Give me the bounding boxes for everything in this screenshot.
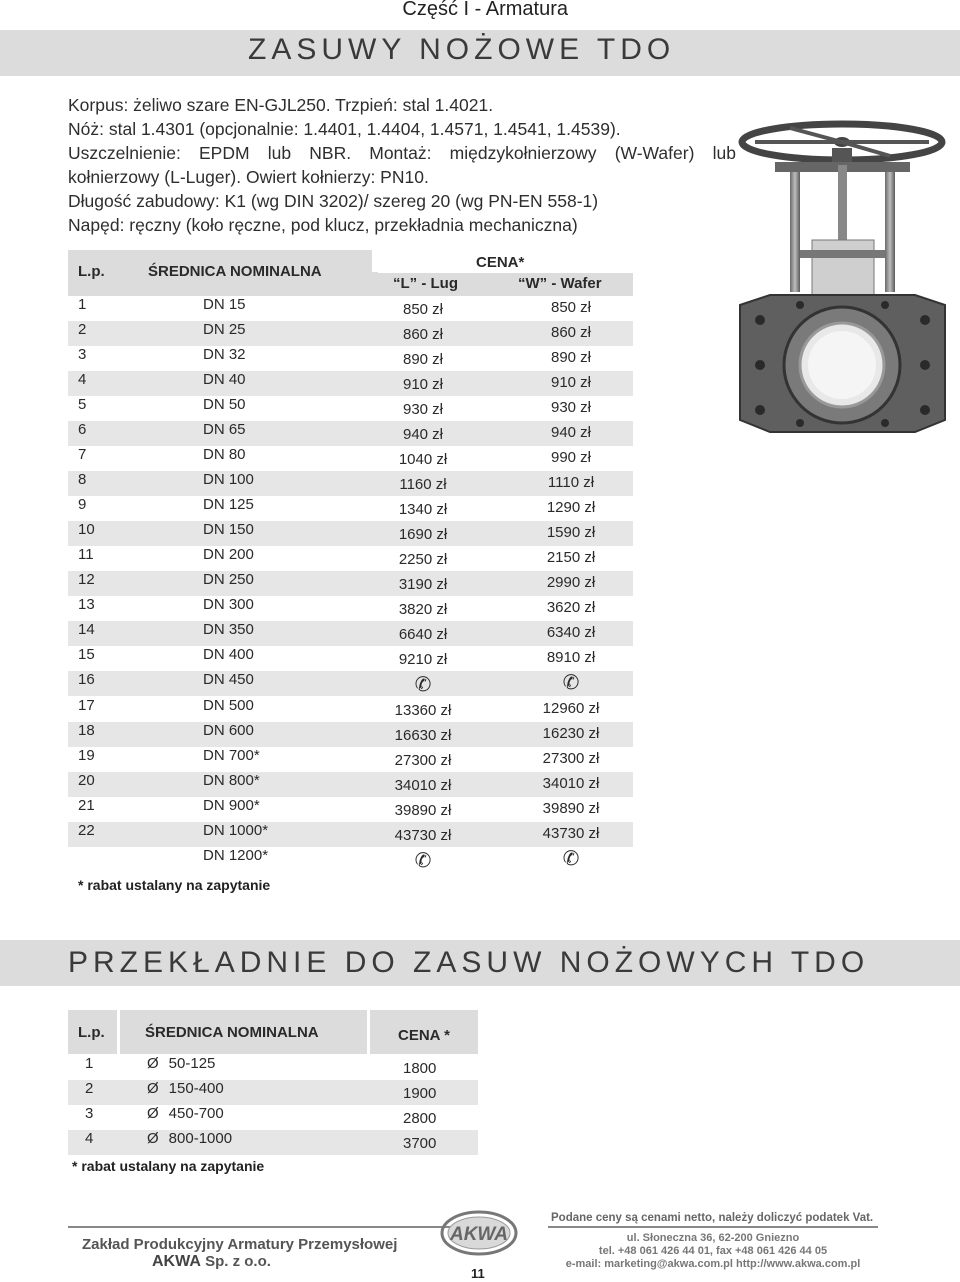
t2-col-lp-header: L.p. bbox=[78, 1024, 105, 1041]
word: międzykołnierzowy bbox=[449, 143, 597, 163]
price-wafer: 39890 zł bbox=[542, 800, 600, 817]
price-wafer: 3620 zł bbox=[546, 599, 596, 616]
description-line: Napęd: ręczny (koło ręczne, pod klucz, przekładnia mechaniczna) bbox=[68, 215, 578, 235]
nominal-diameter: DN 600 bbox=[203, 722, 254, 739]
price-wafer: 1110 zł bbox=[547, 474, 595, 491]
price-lug: 930 zł bbox=[402, 401, 444, 418]
table-row bbox=[68, 296, 633, 321]
word: NBR. bbox=[309, 143, 352, 163]
diameter-range bbox=[147, 1105, 224, 1122]
table-row bbox=[68, 496, 633, 521]
price-wafer: 1290 zł bbox=[546, 499, 596, 516]
table-row bbox=[68, 646, 633, 671]
table2-footnote: * rabat ustalany na zapytanie bbox=[72, 1158, 265, 1174]
row-number: 8 bbox=[78, 471, 87, 488]
table-row bbox=[68, 471, 633, 496]
diameter-range bbox=[147, 1130, 232, 1147]
table-row bbox=[68, 521, 633, 546]
logo-text: AKWA bbox=[449, 1224, 509, 1245]
table-row bbox=[68, 747, 633, 772]
price-lug: 13360 zł bbox=[394, 702, 452, 719]
description-line: kołnierzowy (L-Luger). Owiert kołnierzy: PN10. bbox=[68, 167, 429, 187]
description-line: Nóż: stal 1.4301 (opcjonalnie: 1.4401, 1.4404, 1.4571, 1.4541, 1.4539). bbox=[68, 119, 621, 139]
gearbox-price: 2800 bbox=[403, 1110, 437, 1127]
price-wafer: 6340 zł bbox=[546, 624, 596, 641]
price-wafer: 43730 zł bbox=[542, 825, 600, 842]
table1-footnote: * rabat ustalany na zapytanie bbox=[78, 877, 271, 893]
row-number: 1 bbox=[85, 1055, 94, 1072]
price-lug: 6640 zł bbox=[398, 626, 448, 643]
price-lug: 1160 zł bbox=[399, 476, 447, 493]
table-row bbox=[68, 421, 633, 446]
phone-icon: ✆ bbox=[562, 848, 580, 870]
col-wafer-header: “W” - Wafer bbox=[518, 275, 602, 292]
nominal-diameter: DN 25 bbox=[203, 321, 246, 338]
nominal-diameter: DN 125 bbox=[203, 496, 254, 513]
row-number: 1 bbox=[78, 296, 87, 313]
phone-icon: ✆ bbox=[562, 672, 580, 694]
table2-header-divider bbox=[367, 1010, 370, 1054]
vat-note: Podane ceny są cenami netto, należy doliczyć podatek Vat. bbox=[551, 1212, 874, 1224]
row-number: 4 bbox=[78, 371, 87, 388]
nominal-diameter: DN 40 bbox=[203, 371, 246, 388]
row-number: 22 bbox=[78, 822, 95, 839]
range-value: 150-400 bbox=[168, 1080, 224, 1097]
row-number: 16 bbox=[78, 671, 95, 688]
col-lug-header: “L” - Lug bbox=[393, 275, 458, 292]
company-name: Zakład Produkcyjny Armatury Przemysłowej bbox=[82, 1236, 398, 1253]
nominal-diameter: DN 450 bbox=[203, 671, 254, 688]
diameter-symbol: Ø bbox=[147, 1130, 159, 1147]
nominal-diameter: DN 350 bbox=[203, 621, 254, 638]
row-number: 3 bbox=[78, 346, 87, 363]
row-number: 20 bbox=[78, 772, 95, 789]
table-row bbox=[68, 697, 633, 722]
company-brand-line bbox=[152, 1253, 271, 1271]
nominal-diameter: DN 1000* bbox=[203, 822, 269, 839]
price-lug bbox=[368, 676, 478, 695]
row-number: 3 bbox=[85, 1105, 94, 1122]
table-row bbox=[68, 371, 633, 396]
footer-divider bbox=[548, 1226, 878, 1228]
address: ul. Słoneczna 36, 62-200 Gniezno bbox=[626, 1232, 800, 1244]
diameter-range bbox=[147, 1080, 224, 1097]
row-number: 2 bbox=[78, 321, 87, 338]
price-wafer: 34010 zł bbox=[542, 775, 600, 792]
table-row bbox=[68, 621, 633, 646]
product-description bbox=[68, 93, 748, 237]
range-value: 50-125 bbox=[168, 1055, 216, 1072]
table-row bbox=[68, 671, 633, 696]
price-lug: 860 zł bbox=[402, 326, 444, 343]
price-cell bbox=[368, 1110, 478, 1127]
nominal-diameter: DN 500 bbox=[203, 697, 254, 714]
row-number: 13 bbox=[78, 596, 95, 613]
price-wafer: 850 zł bbox=[550, 299, 592, 316]
nominal-diameter: DN 400 bbox=[203, 646, 254, 663]
gearbox-price: 1800 bbox=[403, 1060, 437, 1077]
table2-header-divider bbox=[117, 1010, 120, 1054]
contact-block bbox=[548, 1232, 878, 1271]
price-lug: 850 zł bbox=[402, 301, 444, 318]
table-row bbox=[68, 722, 633, 747]
word: (W-Wafer) bbox=[614, 143, 695, 163]
price-lug: 3820 zł bbox=[398, 601, 448, 618]
row-number: 17 bbox=[78, 697, 95, 714]
diameter-symbol: Ø bbox=[147, 1080, 159, 1097]
price-lug: 910 zł bbox=[402, 376, 444, 393]
table-row bbox=[68, 346, 633, 371]
price-lug: 3190 zł bbox=[398, 576, 448, 593]
table-row bbox=[68, 446, 633, 471]
word: EPDM bbox=[199, 143, 250, 163]
table-row bbox=[68, 1130, 478, 1155]
price-wafer: 940 zł bbox=[550, 424, 592, 441]
description-line: Długość zabudowy: K1 (wg DIN 3202)/ szereg 20 (wg PN-EN 558-1) bbox=[68, 191, 599, 211]
word: lub bbox=[267, 143, 292, 163]
table-row bbox=[68, 822, 633, 847]
table-row bbox=[68, 571, 633, 596]
col-price-header: CENA* bbox=[476, 254, 525, 271]
price-cell bbox=[368, 1060, 478, 1077]
range-value: 450-700 bbox=[168, 1105, 224, 1122]
diameter-symbol: Ø bbox=[147, 1055, 159, 1072]
diameter-symbol: Ø bbox=[147, 1105, 159, 1122]
price-lug: 16630 zł bbox=[394, 727, 452, 744]
table-row bbox=[68, 596, 633, 621]
row-number: 10 bbox=[78, 521, 95, 538]
price-lug: 1040 zł bbox=[398, 451, 448, 468]
price-cell bbox=[368, 1085, 478, 1102]
nominal-diameter: DN 900* bbox=[203, 797, 260, 814]
row-number: 5 bbox=[78, 396, 87, 413]
price-wafer: 27300 zł bbox=[542, 750, 600, 767]
price-lug: 43730 zł bbox=[394, 827, 452, 844]
nominal-diameter: DN 50 bbox=[203, 396, 246, 413]
nominal-diameter: DN 100 bbox=[203, 471, 254, 488]
row-number: 21 bbox=[78, 797, 95, 814]
price-wafer bbox=[516, 850, 626, 869]
table-row bbox=[68, 546, 633, 571]
row-number: 6 bbox=[78, 421, 87, 438]
price-wafer: 8910 zł bbox=[546, 649, 596, 666]
t2-col-price-header: CENA * bbox=[398, 1027, 450, 1044]
row-number: 7 bbox=[78, 446, 87, 463]
price-wafer bbox=[516, 674, 626, 693]
description-line bbox=[68, 141, 736, 165]
price-lug: 27300 zł bbox=[394, 752, 452, 769]
knife-gate-valve-image bbox=[730, 120, 955, 435]
row-number: 19 bbox=[78, 747, 95, 764]
nominal-diameter: DN 15 bbox=[203, 296, 246, 313]
table-row bbox=[68, 1055, 478, 1080]
price-lug: 9210 zł bbox=[398, 651, 448, 668]
table-row bbox=[68, 321, 633, 346]
table-row bbox=[68, 1105, 478, 1130]
price-lug: 890 zł bbox=[402, 351, 444, 368]
range-value: 800-1000 bbox=[168, 1130, 233, 1147]
email-www: e-mail: marketing@akwa.com.pl http://www.akwa.com.pl bbox=[565, 1258, 861, 1270]
phone-icon: ✆ bbox=[414, 850, 432, 872]
price-wafer: 930 zł bbox=[550, 399, 592, 416]
price-wafer: 1590 zł bbox=[546, 524, 596, 541]
price-lug: 1690 zł bbox=[398, 526, 448, 543]
price-wafer: 890 zł bbox=[550, 349, 592, 366]
phone-fax: tel. +48 061 426 44 01, fax +48 061 426 44 05 bbox=[598, 1245, 828, 1257]
page-title: ZASUWY NOŻOWE TDO bbox=[248, 33, 676, 66]
nominal-diameter: DN 1200* bbox=[203, 847, 269, 864]
nominal-diameter: DN 32 bbox=[203, 346, 246, 363]
t2-col-dn-header: ŚREDNICA NOMINALNA bbox=[145, 1024, 319, 1041]
nominal-diameter: DN 300 bbox=[203, 596, 254, 613]
nominal-diameter: DN 65 bbox=[203, 421, 246, 438]
nominal-diameter: DN 700* bbox=[203, 747, 260, 764]
word: Uszczelnienie: bbox=[68, 143, 181, 163]
price-wafer: 16230 zł bbox=[542, 725, 600, 742]
price-lug: 2250 zł bbox=[398, 551, 448, 568]
col-lp-header: L.p. bbox=[78, 263, 105, 280]
row-number: 18 bbox=[78, 722, 95, 739]
gearbox-price: 3700 bbox=[403, 1135, 437, 1152]
row-number: 11 bbox=[78, 546, 94, 563]
company-brand: AKWA bbox=[152, 1253, 201, 1270]
row-number: 2 bbox=[85, 1080, 94, 1097]
section2-title: PRZEKŁADNIE DO ZASUW NOŻOWYCH TDO bbox=[68, 946, 870, 979]
page-number: 11 bbox=[471, 1266, 485, 1281]
price-lug bbox=[368, 852, 478, 871]
nominal-diameter: DN 250 bbox=[203, 571, 254, 588]
price-wafer: 12960 zł bbox=[542, 700, 600, 717]
section-label: Część I - Armatura bbox=[402, 0, 568, 20]
price-lug: 940 zł bbox=[402, 426, 444, 443]
price-wafer: 860 zł bbox=[550, 324, 592, 341]
company-suffix: Sp. z o.o. bbox=[205, 1253, 271, 1270]
word: Montaż: bbox=[369, 143, 432, 163]
price-lug: 1340 zł bbox=[398, 501, 448, 518]
price-wafer: 2150 zł bbox=[546, 549, 596, 566]
word: lub bbox=[712, 143, 736, 163]
row-number: 15 bbox=[78, 646, 95, 663]
description-line: Korpus: żeliwo szare EN-GJL250. Trzpień: stal 1.4021. bbox=[68, 95, 494, 115]
nominal-diameter: DN 80 bbox=[203, 446, 246, 463]
nominal-diameter: DN 200 bbox=[203, 546, 254, 563]
row-number: 14 bbox=[78, 621, 95, 638]
akwa-logo bbox=[440, 1210, 518, 1256]
diameter-range bbox=[147, 1055, 215, 1072]
price-lug: 34010 zł bbox=[394, 777, 452, 794]
price-wafer: 2990 zł bbox=[546, 574, 596, 591]
row-number: 9 bbox=[78, 496, 87, 513]
col-dn-header: ŚREDNICA NOMINALNA bbox=[148, 263, 322, 280]
price-lug: 39890 zł bbox=[394, 802, 452, 819]
table-row bbox=[68, 847, 633, 872]
price-wafer: 990 zł bbox=[550, 449, 592, 466]
nominal-diameter: DN 150 bbox=[203, 521, 254, 538]
row-number: 4 bbox=[85, 1130, 94, 1147]
price-wafer: 910 zł bbox=[550, 374, 592, 391]
phone-icon: ✆ bbox=[414, 674, 432, 696]
footer-divider bbox=[68, 1226, 453, 1228]
table-row bbox=[68, 396, 633, 421]
row-number: 12 bbox=[78, 571, 95, 588]
nominal-diameter: DN 800* bbox=[203, 772, 260, 789]
table-row bbox=[68, 1080, 478, 1105]
table-row bbox=[68, 797, 633, 822]
table-row bbox=[68, 772, 633, 797]
gearbox-price: 1900 bbox=[403, 1085, 437, 1102]
price-cell bbox=[368, 1135, 478, 1152]
